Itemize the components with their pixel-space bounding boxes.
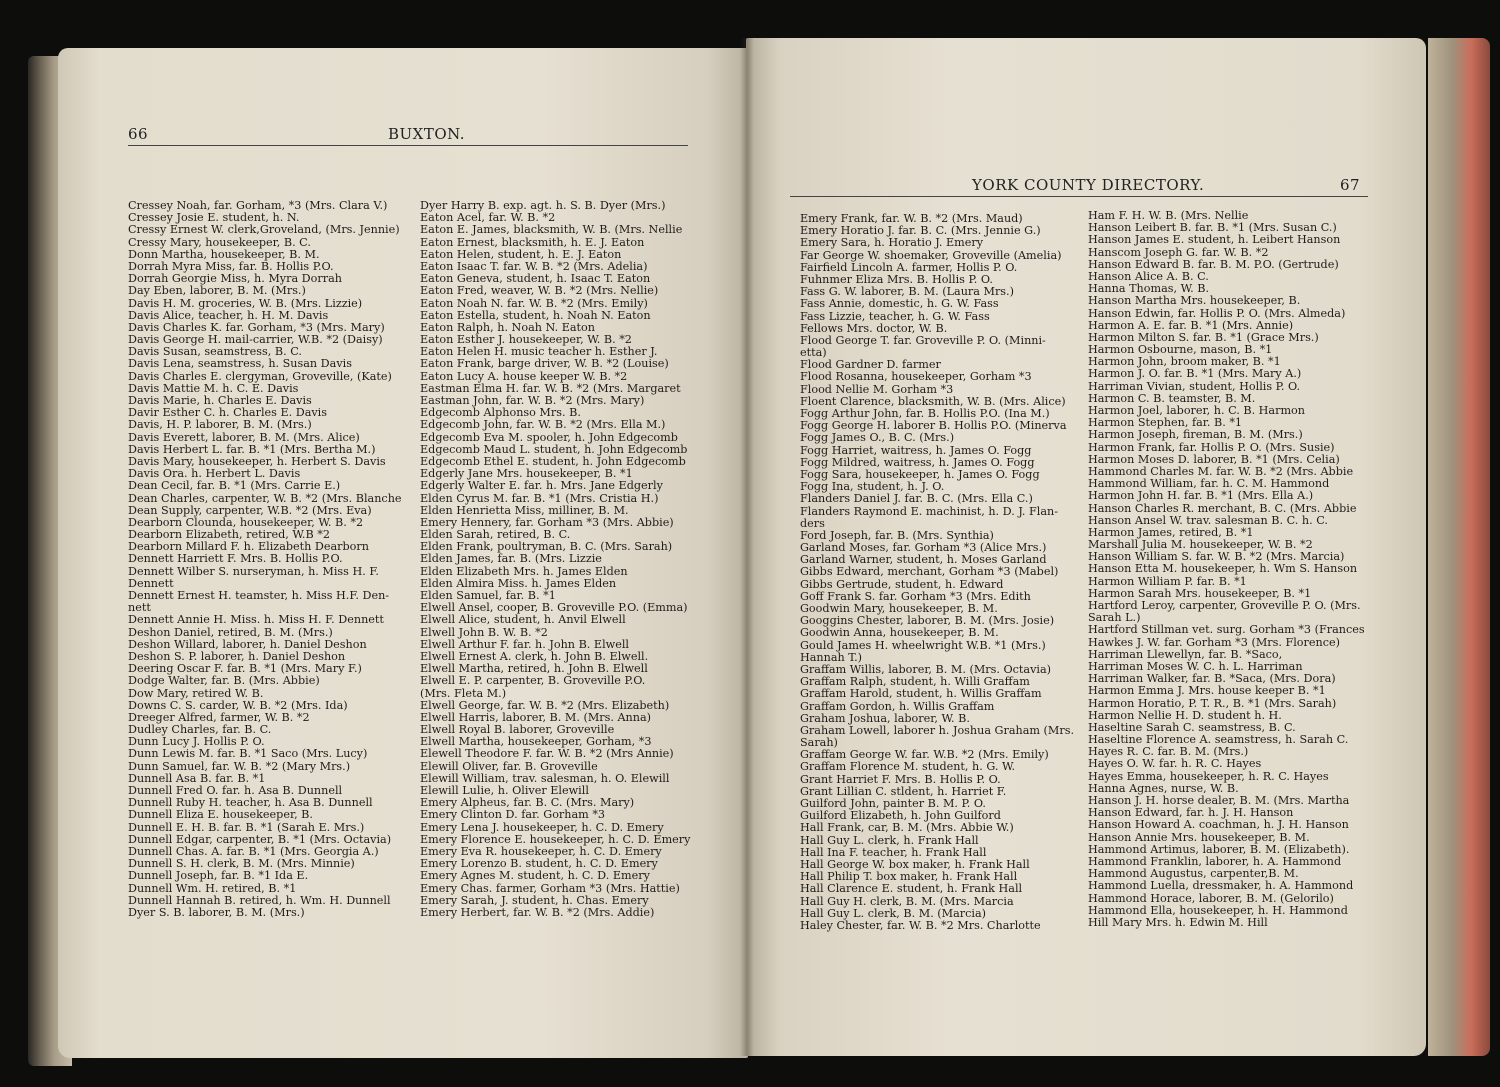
directory-entry: Davis Alice, teacher, h. H. M. Davis xyxy=(128,308,329,322)
directory-entry: Elden Cyrus M. far. B. *1 (Mrs. Cristia H.) xyxy=(420,491,659,505)
directory-entry: Garland Moses, far. Gorham *3 (Alice Mrs.) xyxy=(800,541,1047,555)
left-header-rule xyxy=(128,145,688,146)
directory-entry: Dorrah Myra Miss, far. B. Hollis P.O. xyxy=(128,259,334,273)
directory-entry: Gibbs Edward, merchant, Gorham *3 (Mabel) xyxy=(800,565,1059,579)
directory-entry: Harmon Nellie H. D. student h. H. xyxy=(1088,708,1282,722)
directory-entry: Harmon C. B. teamster, B. M. xyxy=(1088,391,1256,405)
directory-entry: Dunnell Fred O. far. h. Asa B. Dunnell xyxy=(128,784,343,797)
directory-entry: Eaton Geneva, student, h. Isaac T. Eaton xyxy=(420,272,651,286)
directory-entry: Eaton Acel, far. W. B. *2 xyxy=(420,211,556,225)
directory-entry: Fass G. W. laborer, B. M. (Laura Mrs.) xyxy=(800,285,1014,299)
directory-entry: Harmon Joel, laborer, h. C. B. Harmon xyxy=(1088,404,1306,417)
directory-entry: Elewell Theodore F. far. W. B. *2 (Mrs Annie) xyxy=(420,747,674,761)
directory-entry: Hanson Martha Mrs. housekeeper, B. xyxy=(1088,294,1301,308)
directory-entry: Eaton Esther J. housekeeper, W. B. *2 xyxy=(420,333,632,347)
directory-entry: Davis Charles E. clergyman, Groveville, (Kate) xyxy=(128,369,392,383)
directory-entry: Davis Everett, laborer, B. M. (Mrs. Alice) xyxy=(128,430,360,444)
directory-entry: Eaton Ralph, h. Noah N. Eaton xyxy=(420,320,595,334)
directory-entry: Haseltine Sarah C. seamstress, B. C. xyxy=(1088,720,1296,734)
directory-entry: Harmon Moses D. laborer, B. *1 (Mrs. Celia) xyxy=(1088,452,1340,466)
directory-entry: Hanson Leibert B. far. B. *1 (Mrs. Susan C.) xyxy=(1088,221,1337,235)
directory-entry: Elwell Royal B. laborer, Groveville xyxy=(420,723,615,737)
directory-entry: Hall Guy L. clerk, h. Frank Hall xyxy=(800,833,979,847)
directory-entry: Emery Lena J. housekeeper, h. C. D. Emery xyxy=(420,820,664,834)
directory-entry: Hammond Horace, laborer, B. M. (Gelorilo) xyxy=(1088,891,1334,905)
directory-entry: Hayes O. W. far. h. R. C. Hayes xyxy=(1088,757,1262,771)
directory-entry: Eaton Lucy A. house keeper W. B. *2 xyxy=(420,369,628,383)
directory-entry: Harmon James, retired, B. *1 xyxy=(1088,525,1254,539)
directory-entry: Harmon Emma J. Mrs. house keeper B. *1 xyxy=(1088,684,1326,698)
directory-entry: Emery Agnes M. student, h. C. D. Emery xyxy=(420,869,650,883)
directory-entry: Dennett Harriett F. Mrs. B. Hollis P.O. xyxy=(128,552,343,566)
directory-entry: Hammond William, far. h. C. M. Hammond xyxy=(1088,477,1330,491)
directory-entry: Dearborn Millard F. h. Elizabeth Dearborn xyxy=(128,540,369,554)
directory-entry: Guilford John, painter B. M. P. O. xyxy=(800,797,986,810)
directory-entry: Gibbs Gertrude, student, h. Edward xyxy=(800,577,1004,591)
directory-entry: Harmon Stephen, far. B. *1 xyxy=(1088,416,1243,430)
directory-entry: Eaton Ernest, blacksmith, h. E. J. Eaton xyxy=(420,235,645,249)
directory-entry: Dunnell Hannah B. retired, h. Wm. H. Dunnell xyxy=(128,893,391,907)
directory-entry: Eastman John, far. W. B. *2 (Mrs. Mary) xyxy=(420,394,645,407)
directory-entry: Fogg Harriet, waitress, h. James O. Fogg xyxy=(800,443,1032,457)
directory-entry: Hanna Agnes, nurse, W. B. xyxy=(1088,781,1239,795)
directory-entry: Hartford Stillman vet. surg. Gorham *3 (Frances xyxy=(1088,623,1365,637)
directory-entry: Deering Oscar F. far. B. *1 (Mrs. Mary F.) xyxy=(128,662,362,676)
directory-entry: Hanson Edwin, far. Hollis P. O. (Mrs. Almeda) xyxy=(1088,306,1346,320)
directory-entry: Dorrah Georgie Miss, h. Myra Dorrah xyxy=(128,272,342,286)
directory-entry: Harmon John H. far. B. *1 (Mrs. Ella A.) xyxy=(1088,489,1314,503)
directory-entry: Hanson Charles R. merchant, B. C. (Mrs. Abbie xyxy=(1088,501,1357,515)
directory-entry: Eaton Noah N. far. W. B. *2 (Mrs. Emily) xyxy=(420,296,648,310)
directory-entry: Harmon Sarah Mrs. housekeeper, B. *1 xyxy=(1088,586,1312,600)
directory-entry: Hanna Thomas, W. B. xyxy=(1088,282,1210,296)
directory-entry: Elwell Martha, housekeeper, Gorham, *3 xyxy=(420,735,652,749)
directory-entry: Emery Clinton D. far. Gorham *3 xyxy=(420,808,606,822)
directory-entry: Graffam George W. far. W.B. *2 (Mrs. Emily) xyxy=(800,748,1049,762)
directory-entry: Dyer Harry B. exp. agt. h. S. B. Dyer (Mrs.) xyxy=(420,199,666,212)
directory-entry: Dreeger Alfred, farmer, W. B. *2 xyxy=(128,710,310,724)
directory-entry: Hall Ina F. teacher, h. Frank Hall xyxy=(800,845,987,859)
directory-entry: Hanson James E. student, h. Leibert Hanson xyxy=(1088,233,1341,247)
directory-entry: Hawkes J. W. far. Gorham *3 (Mrs. Florence) xyxy=(1088,635,1340,649)
directory-entry: Emery Herbert, far. W. B. *2 (Mrs. Addie) xyxy=(420,905,655,919)
directory-entry: Dyer S. B. laborer, B. M. (Mrs.) xyxy=(128,905,305,919)
directory-entry: Flood Gardner D. farmer xyxy=(800,358,941,372)
directory-entry: Hammond Ella, housekeeper, h. H. Hammond xyxy=(1088,903,1348,917)
directory-entry: Eaton Isaac T. far. W. B. *2 (Mrs. Adelia) xyxy=(420,259,648,273)
directory-entry: Harmon William P. far. B. *1 xyxy=(1088,574,1247,588)
left-page-header: BUXTON. xyxy=(388,125,466,143)
right-header-rule xyxy=(790,196,1368,197)
directory-entry: Emery Chas. farmer, Gorham *3 (Mrs. Hattie) xyxy=(420,881,680,895)
directory-entry: Fass Lizzie, teacher, h. G. W. Fass xyxy=(800,309,990,323)
directory-entry: Haley Chester, far. W. B. *2 Mrs. Charlotte xyxy=(800,918,1041,932)
directory-entry: Flood Rosanna, housekeeper, Gorham *3 xyxy=(800,370,1032,384)
directory-entry: Deshon Daniel, retired, B. M. (Mrs.) xyxy=(128,625,333,639)
directory-entry: Dunnell Eliza E. housekeeper, B. xyxy=(128,808,313,822)
left-page-column-2 xyxy=(420,200,700,919)
directory-entry: Flood Nellie M. Gorham *3 xyxy=(800,382,954,396)
directory-entry: Flanders Daniel J. far. B. C. (Mrs. Ella C.) xyxy=(800,492,1033,506)
directory-entry: Gould James H. wheelwright W.B. *1 (Mrs.) xyxy=(800,638,1046,652)
directory-entry: Hanson Ansel W. trav. salesman B. C. h. C. xyxy=(1088,513,1328,527)
directory-entry: Davis George H. mail-carrier, W.B. *2 (Daisy) xyxy=(128,333,383,347)
left-page-number: 66 xyxy=(128,125,149,143)
directory-entry: Graffam Florence M. student, h. G. W. xyxy=(800,760,1016,774)
directory-entry: Hanson Edward, far. h. J. H. Hanson xyxy=(1088,806,1294,820)
directory-entry: Harmon Osbourne, mason, B. *1 xyxy=(1088,343,1273,357)
directory-entry: Hammond Augustus, carpenter,B. M. xyxy=(1088,867,1299,881)
directory-entry: ders xyxy=(800,516,825,530)
directory-entry: Davis Lena, seamstress, h. Susan Davis xyxy=(128,357,352,371)
directory-entry: Hanson William S. far. W. B. *2 (Mrs. Marcia) xyxy=(1088,550,1345,564)
directory-entry: Elewill Lulie, h. Oliver Elewill xyxy=(420,784,589,797)
directory-entry: Harmon Frank, far. Hollis P. O. (Mrs. Susie) xyxy=(1088,440,1335,454)
directory-entry: Edgerly Jane Mrs. housekeeper, B. *1 xyxy=(420,467,633,481)
directory-entry: Graffam Gordon, h. Willis Graffam xyxy=(800,699,995,713)
directory-entry: Grant Harriet F. Mrs. B. Hollis P. O. xyxy=(800,772,1001,786)
directory-entry: Ham F. H. W. B. (Mrs. Nellie xyxy=(1088,209,1249,222)
directory-entry: Eaton Frank, barge driver, W. B. *2 (Louise) xyxy=(420,357,669,371)
directory-entry: Cressey Josie E. student, h. N. xyxy=(128,211,300,225)
directory-entry: Elwell Arthur F. far. h. John B. Elwell xyxy=(420,637,629,651)
directory-entry: Cressy Ernest W. clerk,Groveland, (Mrs. Jennie) xyxy=(128,223,400,237)
directory-entry: Hannah T.) xyxy=(800,650,863,664)
directory-entry: Eaton E. James, blacksmith, W. B. (Mrs. Nellie xyxy=(420,223,683,237)
directory-entry: Dennett Wilber S. nurseryman, h. Miss H. F. xyxy=(128,564,379,578)
directory-entry: Elewill William, trav. salesman, h. O. Elewill xyxy=(420,771,670,785)
directory-entry: Fogg Ina, student, h. J. O. xyxy=(800,480,945,494)
directory-entry: Eaton Estella, student, h. Noah N. Eaton xyxy=(420,308,651,322)
directory-entry: Edgecomb Ethel E. student, h. John Edgecomb xyxy=(420,454,686,468)
directory-entry: Hanson Howard A. coachman, h. J. H. Hanson xyxy=(1088,818,1349,832)
right-page-number: 67 xyxy=(1340,176,1361,194)
directory-entry: Elewill Oliver, far. B. Groveville xyxy=(420,759,598,773)
directory-entry: Eastman Elma H. far. W. B. *2 (Mrs. Margaret xyxy=(420,381,681,395)
directory-entry: Davis Herbert L. far. B. *1 (Mrs. Bertha M.) xyxy=(128,442,376,456)
directory-entry: Dunnell Ruby H. teacher, h. Asa B. Dunnell xyxy=(128,796,373,810)
directory-entry: Flanders Raymond E. machinist, h. D. J. Flan- xyxy=(800,504,1059,518)
directory-entry: Dunnell Edgar, carpenter, B. *1 (Mrs. Octavia) xyxy=(128,832,392,846)
directory-entry: Dennett xyxy=(128,576,174,590)
directory-entry: Hanson Edward B. far. B. M. P.O. (Gertrude) xyxy=(1088,257,1339,271)
directory-entry: Dearborn Clounda, housekeeper, W. B. *2 xyxy=(128,515,364,529)
directory-entry: Googgins Chester, laborer, B. M. (Mrs. Josie) xyxy=(800,614,1055,628)
directory-entry: Emery Lorenzo B. student, h. C. D. Emery xyxy=(420,857,658,871)
directory-entry: Day Eben, laborer, B. M. (Mrs.) xyxy=(128,284,306,298)
directory-entry: Elden Frank, poultryman, B. C. (Mrs. Sarah) xyxy=(420,540,673,554)
directory-entry: Elden Almira Miss. h. James Elden xyxy=(420,576,617,590)
directory-entry: Hanson Etta M. housekeeper, h. Wm S. Hanson xyxy=(1088,562,1358,576)
directory-entry: Harmon John, broom maker, B. *1 xyxy=(1088,355,1281,369)
directory-entry: Dean Supply, carpenter, W.B. *2 (Mrs. Eva) xyxy=(128,503,372,517)
directory-entry: Hayes R. C. far. B. M. (Mrs.) xyxy=(1088,745,1249,759)
directory-entry: Downs C. S. carder, W. B. *2 (Mrs. Ida) xyxy=(128,698,348,712)
directory-entry: Garland Warner, student, h. Moses Garland xyxy=(800,553,1047,567)
directory-entry: Fogg George H. laborer B. Hollis P.O. (Minerva xyxy=(800,419,1067,433)
directory-entry: Graffam Harold, student, h. Willis Graffam xyxy=(800,687,1042,701)
directory-entry: Haseltine Florence A. seamstress, h. Sarah C. xyxy=(1088,733,1349,747)
directory-entry: Hall Philip T. box maker, h. Frank Hall xyxy=(800,870,1018,884)
directory-entry: Emery Hennery, far. Gorham *3 (Mrs. Abbie) xyxy=(420,515,674,529)
right-page-edges xyxy=(1428,38,1490,1056)
directory-entry: Elwell George, far. W. B. *2 (Mrs. Elizabeth) xyxy=(420,698,670,712)
directory-entry: Fass Annie, domestic, h. G. W. Fass xyxy=(800,297,999,311)
directory-entry: Emery Alpheus, far. B. C. (Mrs. Mary) xyxy=(420,796,635,810)
directory-entry: Flood George T. far. Groveville P. O. (Minni- xyxy=(800,333,1046,347)
directory-entry: Fogg Arthur John, far. B. Hollis P.O. (Ina M.) xyxy=(800,407,1050,420)
directory-entry: Elden Sarah, retired, B. C. xyxy=(420,528,571,542)
directory-entry: Elwell Alice, student, h. Anvil Elwell xyxy=(420,613,626,627)
directory-entry: Elden Elizabeth Mrs. h. James Elden xyxy=(420,564,628,578)
right-page-column-1 xyxy=(800,213,1082,932)
directory-entry: Dudley Charles, far. B. C. xyxy=(128,723,272,737)
directory-entry: Elden Henrietta Miss, milliner, B. M. xyxy=(420,503,629,517)
directory-entry: (Mrs. Fleta M.) xyxy=(420,686,507,700)
directory-entry: Dunn Lucy J. Hollis P. O. xyxy=(128,735,265,749)
directory-entry: Elwell E. P. carpenter, B. Groveville P.O. xyxy=(420,674,646,688)
directory-entry: Graham Lowell, laborer h. Joshua Graham (Mrs. xyxy=(800,723,1075,737)
directory-entry: Harmon Horatio, P. T. R., B. *1 (Mrs. Sarah) xyxy=(1088,696,1337,710)
directory-entry: Davis Charles K. far. Gorham, *3 (Mrs. Mary) xyxy=(128,320,385,334)
directory-entry: Davis Marie, h. Charles E. Davis xyxy=(128,394,312,407)
directory-entry: Donn Martha, housekeeper, B. M. xyxy=(128,247,320,261)
directory-entry: Dunn Samuel, far. W. B. *2 (Mary Mrs.) xyxy=(128,759,351,773)
book-gutter xyxy=(740,38,754,1056)
directory-entry: Hammond Charles M. far. W. B. *2 (Mrs. Abbie xyxy=(1088,464,1354,478)
directory-entry: Floent Clarence, blacksmith, W. B. (Mrs. Alice) xyxy=(800,394,1066,408)
directory-entry: Elwell John B. W. B. *2 xyxy=(420,625,548,639)
directory-entry: Elwell Ernest A. clerk, h. John B. Elwell. xyxy=(420,649,649,663)
directory-entry: Davis Ora. h. Herbert L. Davis xyxy=(128,467,301,481)
directory-entry: Harriman Walker, far. B. *Saca, (Mrs. Dora) xyxy=(1088,672,1336,686)
directory-entry: Dearborn Elizabeth, retired, W.B *2 xyxy=(128,528,330,542)
directory-entry: Fogg Mildred, waitress, h. James O. Fogg xyxy=(800,455,1035,469)
directory-entry: Cressey Noah, far. Gorham, *3 (Mrs. Clara V.) xyxy=(128,199,388,212)
directory-entry: Hammond Artimus, laborer, B. M. (Elizabeth). xyxy=(1088,842,1350,856)
directory-entry: Harmon Milton S. far. B. *1 (Grace Mrs.) xyxy=(1088,330,1319,344)
directory-entry: nett xyxy=(128,601,151,615)
directory-entry: Edgecomb Maud L. student, h. John Edgecomb xyxy=(420,442,688,456)
directory-entry: Dow Mary, retired W. B. xyxy=(128,686,264,700)
directory-entry: Harmon J. O. far. B. *1 (Mrs. Mary A.) xyxy=(1088,367,1302,381)
directory-entry: Fairfield Lincoln A. farmer, Hollis P. O. xyxy=(800,260,1018,274)
directory-entry: Hartford Leroy, carpenter, Groveville P. O. (Mrs. xyxy=(1088,599,1361,612)
directory-entry: Hanson Annie Mrs. housekeeper, B. M. xyxy=(1088,830,1310,844)
directory-entry: Guilford Elizabeth, h. John Guilford xyxy=(800,809,1001,823)
directory-entry: Graffam Ralph, student, h. Willi Graffam xyxy=(800,675,1030,689)
directory-entry: Dodge Walter, far. B. (Mrs. Abbie) xyxy=(128,674,320,688)
directory-entry: Goodwin Anna, housekeeper, B. M. xyxy=(800,626,999,640)
directory-entry: Cressy Mary, housekeeper, B. C. xyxy=(128,235,311,249)
directory-entry: Dunnell Wm. H. retired, B. *1 xyxy=(128,881,297,895)
directory-entry: Deshon S. P. laborer, h. Daniel Deshon xyxy=(128,649,346,663)
directory-entry: Davir Esther C. h. Charles E. Davis xyxy=(128,406,328,420)
directory-entry: Hammond Luella, dressmaker, h. A. Hammond xyxy=(1088,879,1354,893)
right-page-header: YORK COUNTY DIRECTORY. xyxy=(972,176,1205,194)
directory-entry: Elden Samuel, far. B. *1 xyxy=(420,589,556,602)
directory-entry: Fogg Sara, housekeeper, h. James O. Fogg xyxy=(800,467,1040,481)
directory-entry: Hanscom Joseph G. far. W. B. *2 xyxy=(1088,245,1269,259)
directory-entry: Emery Florence E. housekeeper, h. C. D. Emery xyxy=(420,832,691,846)
directory-entry: Edgecomb Alphonso Mrs. B. xyxy=(420,406,581,420)
directory-entry: Sarah L.) xyxy=(1088,611,1141,625)
directory-entry: Hayes Emma, housekeeper, h. R. C. Hayes xyxy=(1088,769,1329,783)
directory-entry: Dunnell Joseph, far. B. *1 Ida E. xyxy=(128,869,309,883)
directory-entry: Eaton Helen H. music teacher h. Esther J. xyxy=(420,345,658,359)
directory-entry: Elwell Martha, retired, h. John B. Elwell xyxy=(420,662,648,676)
directory-entry: Eaton Helen, student, h. E. J. Eaton xyxy=(420,247,622,261)
directory-entry: Graffam Willis, laborer, B. M. (Mrs. Octavia) xyxy=(800,662,1052,676)
directory-entry: Edgerly Walter E. far. h. Mrs. Jane Edgerly xyxy=(420,479,663,493)
directory-entry: Elwell Ansel, cooper, B. Groveville P.O. (Emma) xyxy=(420,601,688,615)
directory-entry: Eaton Fred, weaver, W. B. *2 (Mrs. Nellie) xyxy=(420,284,659,298)
right-page-column-2 xyxy=(1088,210,1370,929)
directory-entry: Harriman Llewellyn, far. B. *Saco, xyxy=(1088,647,1283,661)
directory-entry: Harriman Vivian, student, Hollis P. O. xyxy=(1088,379,1301,393)
directory-entry: Harmon Joseph, fireman, B. M. (Mrs.) xyxy=(1088,428,1303,442)
directory-entry: Dean Charles, carpenter, W. B. *2 (Mrs. Blanche xyxy=(128,491,402,505)
directory-entry: Fellows Mrs. doctor, W. B. xyxy=(800,321,948,335)
directory-entry: Dunnell E. H. B. far. B. *1 (Sarah E. Mrs.) xyxy=(128,820,365,834)
directory-entry: Emery Sarah, J. student, h. Chas. Emery xyxy=(420,893,649,907)
directory-entry: Dunn Lewis M. far. B. *1 Saco (Mrs. Lucy) xyxy=(128,747,368,761)
directory-entry: Goodwin Mary, housekeeper, B. M. xyxy=(800,602,998,615)
directory-entry: Dunnell Asa B. far. B. *1 xyxy=(128,771,266,785)
directory-entry: Edgecomb John, far. W. B. *2 (Mrs. Ella M.) xyxy=(420,418,666,432)
directory-entry: Fogg James O., B. C. (Mrs.) xyxy=(800,431,955,445)
directory-entry: Hanson J. H. horse dealer, B. M. (Mrs. Martha xyxy=(1088,794,1350,807)
directory-entry: etta) xyxy=(800,346,827,360)
directory-entry: Goff Frank S. far. Gorham *3 (Mrs. Edith xyxy=(800,589,1031,603)
directory-entry: Davis Mattie M. h. C. E. Davis xyxy=(128,381,299,395)
left-page-column-1 xyxy=(128,200,408,919)
directory-entry: Emery Eva R. housekeeper, h. C. D. Emery xyxy=(420,844,662,858)
directory-entry: Elden James, far. B. (Mrs. Lizzie xyxy=(420,552,602,566)
directory-entry: Hall Guy L. clerk, B. M. (Marcia) xyxy=(800,906,987,920)
directory-entry: Grant Lillian C. stldent, h. Harriet F. xyxy=(800,784,1007,798)
directory-entry: Hall Frank, car, B. M. (Mrs. Abbie W.) xyxy=(800,821,1014,835)
directory-entry: Sarah) xyxy=(800,736,838,750)
directory-entry: Emery Sara, h. Horatio J. Emery xyxy=(800,236,984,250)
directory-entry: Hanson Alice A. B. C. xyxy=(1088,269,1209,283)
directory-entry: Hill Mary Mrs. h. Edwin M. Hill xyxy=(1088,915,1268,929)
directory-entry: Dunnell S. H. clerk, B. M. (Mrs. Minnie) xyxy=(128,857,355,871)
directory-entry: Harriman Moses W. C. h. L. Harriman xyxy=(1088,659,1303,673)
directory-entry: Ford Joseph, far. B. (Mrs. Synthia) xyxy=(800,528,994,542)
directory-entry: Edgecomb Eva M. spooler, h. John Edgecomb xyxy=(420,430,678,444)
directory-entry: Elwell Harris, laborer, B. M. (Mrs. Anna) xyxy=(420,710,651,724)
directory-entry: Hall Clarence E. student, h. Frank Hall xyxy=(800,882,1023,896)
directory-entry: Harmon A. E. far. B. *1 (Mrs. Annie) xyxy=(1088,318,1294,332)
directory-entry: Hall Guy H. clerk, B. M. (Mrs. Marcia xyxy=(800,894,1014,908)
directory-entry: Hammond Franklin, laborer, h. A. Hammond xyxy=(1088,854,1342,868)
directory-entry: Dunnell Chas. A. far. B. *1 (Mrs. Georgia A.) xyxy=(128,844,379,858)
directory-entry: Davis, H. P. laborer, B. M. (Mrs.) xyxy=(128,418,312,432)
directory-entry: Dennett Annie H. Miss. h. Miss H. F. Dennett xyxy=(128,613,384,627)
directory-entry: Davis Mary, housekeeper, h. Herbert S. Davis xyxy=(128,454,386,468)
directory-entry: Dean Cecil, far. B. *1 (Mrs. Carrie E.) xyxy=(128,479,341,493)
directory-entry: Hall George W. box maker, h. Frank Hall xyxy=(800,857,1030,871)
directory-entry: Emery Frank, far. W. B. *2 (Mrs. Maud) xyxy=(800,212,1023,225)
directory-entry: Deshon Willard, laborer, h. Daniel Deshon xyxy=(128,637,367,651)
directory-entry: Far George W. shoemaker, Groveville (Amelia) xyxy=(800,248,1062,262)
directory-entry: Dennett Ernest H. teamster, h. Miss H.F. Den- xyxy=(128,589,390,602)
directory-entry: Marshall Julia M. housekeeper, W. B. *2 xyxy=(1088,538,1313,552)
directory-entry: Davis Susan, seamstress, B. C. xyxy=(128,345,302,359)
directory-entry: Fuhnmer Eliza Mrs. B. Hollis P. O. xyxy=(800,272,993,286)
directory-entry: Emery Horatio J. far. B. C. (Mrs. Jennie G.) xyxy=(800,224,1041,238)
directory-entry: Graham Joshua, laborer, W. B. xyxy=(800,711,970,725)
directory-entry: Davis H. M. groceries, W. B. (Mrs. Lizzie) xyxy=(128,296,363,310)
